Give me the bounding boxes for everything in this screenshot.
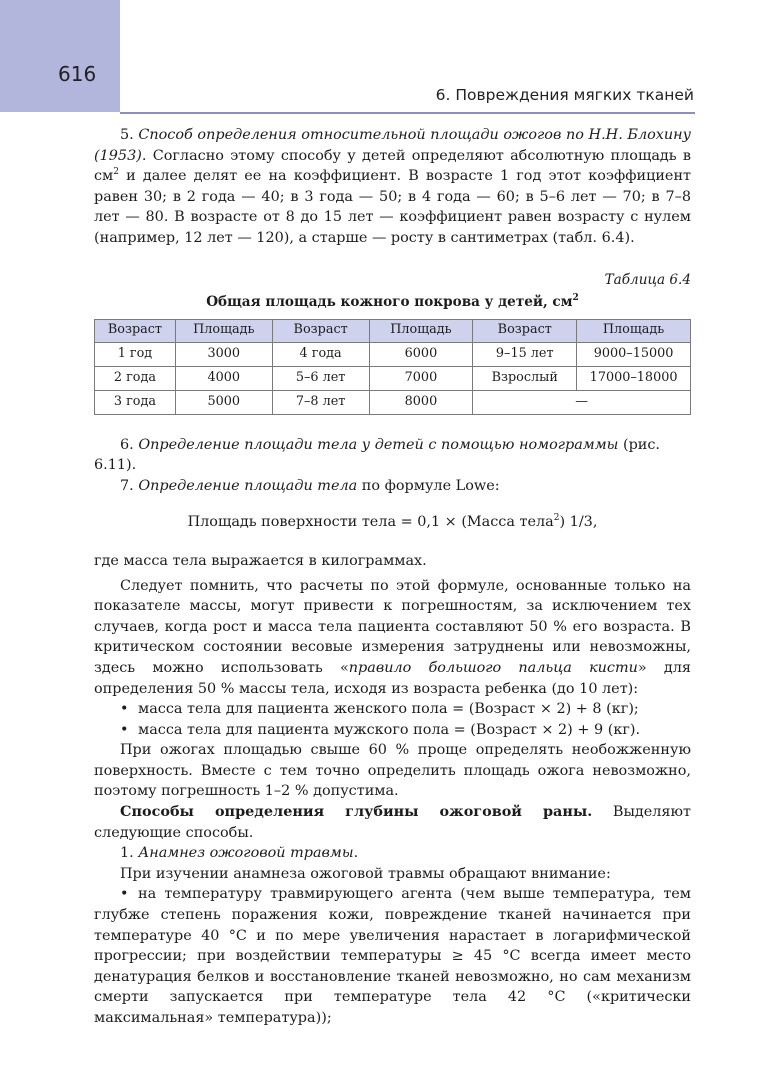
paragraph-text: . Согласно этому способу у детей определяют абсолютную площадь в см xyxy=(94,147,691,185)
paragraph-text: (рис. 6.11). xyxy=(94,436,661,474)
item-number: 7. xyxy=(120,477,139,494)
table-header-row xyxy=(95,319,691,342)
table-header-cell: Площадь xyxy=(369,319,473,342)
bullet-icon: • xyxy=(120,701,129,718)
bullet-item-male xyxy=(94,720,691,741)
item-number: 5. xyxy=(120,127,139,143)
table-cell: 8000 xyxy=(369,390,473,414)
table-cell: 4000 xyxy=(175,366,272,390)
table-cell: 9000–15000 xyxy=(577,342,691,366)
table-cell: 2 года xyxy=(95,366,176,390)
table-cell: 7000 xyxy=(369,366,473,390)
item-number: 6. xyxy=(120,436,139,453)
paragraph-anamnesis-item xyxy=(94,843,691,864)
paragraph-text: » для определения 50 % массы тела, исходя из возраста ребенка (до 10 лет): xyxy=(94,659,692,697)
table-header-cell: Возраст xyxy=(473,319,577,342)
paragraph-depth-methods xyxy=(94,802,691,843)
table-cell: 3 года xyxy=(95,390,176,414)
method-title: Определение площади тела у детей с помощью номограммы xyxy=(138,436,619,453)
running-title: 6. Повреждения мягких тканей xyxy=(435,86,694,104)
table-caption: Таблица 6.4 xyxy=(604,271,691,288)
table-cell: 5–6 лет xyxy=(272,366,369,390)
bullet-icon: • xyxy=(120,721,129,738)
table-title-text: Общая площадь кожного покрова у детей, см xyxy=(206,293,573,310)
table-row xyxy=(95,342,691,366)
bullet-text: масса тела для пациента мужского пола = (Возраст × 2) + 9 (кг). xyxy=(138,721,641,738)
table-cell: 9–15 лет xyxy=(473,342,577,366)
table-title xyxy=(94,293,691,311)
bullet-icon: • xyxy=(120,886,129,903)
table-header-cell: Площадь xyxy=(175,319,272,342)
formula-text: Площадь поверхности тела = 0,1 × (Масса тела xyxy=(187,514,554,531)
table-cell: 1 год xyxy=(95,342,176,366)
section-heading: Способы определения глубины ожоговой раны. xyxy=(120,803,593,821)
table-cell: 7–8 лет xyxy=(272,390,369,414)
bullet-text: масса тела для пациента женского пола = (Возраст × 2) + 8 (кг); xyxy=(138,701,639,718)
paragraph-text: . xyxy=(353,845,359,862)
table-cell: 17000–18000 xyxy=(577,366,691,390)
table-cell: 5000 xyxy=(175,390,272,414)
superscript: 2 xyxy=(572,292,579,303)
page-body xyxy=(94,125,691,1029)
skin-area-table xyxy=(94,319,691,415)
paragraph-blokhin-method xyxy=(94,125,691,249)
paragraph-warning xyxy=(94,576,691,700)
paragraph-text: по формуле Lowe: xyxy=(357,477,500,494)
item-number: 1. xyxy=(120,845,139,862)
superscript: 2 xyxy=(113,167,119,178)
paragraph-nomogram xyxy=(94,435,691,476)
table-cell: Взрослый xyxy=(473,366,577,390)
method-title: Анамнез ожоговой травмы xyxy=(138,845,354,862)
lowe-formula xyxy=(94,512,691,533)
formula-text: ) 1/3, xyxy=(559,514,598,531)
header-rule xyxy=(120,112,695,114)
paragraph-text: и далее делят ее на коэффициент. В возрасте 1 год этот коэффициент равен 30; в 2 года — 40; в 3 года — 50; в 4 года — 60; в 5–6 лет — 70; в 7–8 лет — 80. В возрасте от 8 до 15 лет — коэффициент равен возрасту с нулем (например, 12 лет — 120), а старше — росту в сантиметрах (табл. 6.4). xyxy=(94,168,691,246)
paragraph-formula-note: где масса тела выражается в килограммах. xyxy=(94,552,427,569)
table-row xyxy=(95,366,691,390)
method-title: Определение площади тела xyxy=(138,477,358,494)
paragraph-text: Выделяют следующие способы. xyxy=(94,804,691,841)
bullet-text: на температуру травмирующего агента (чем выше температура, тем глубже степень поражения кожи, повреждение тканей начинается при температуре 40 °С и по мере увеличения нарастает в логарифмической прогрессии; при воздействии температуры ≥ 45 °С всегда имеет место денатурация белков и восстановление тканей невозможно, но сам механизм смерти запускается при температуре тела 42 °С («критически максимальная» температура)); xyxy=(94,886,691,1026)
table-cell: 3000 xyxy=(175,342,272,366)
table-header-cell: Возраст xyxy=(95,319,176,342)
bullet-item-temperature xyxy=(94,884,691,1028)
bullet-item-female xyxy=(94,699,691,720)
paragraph-anamnesis: При изучении анамнеза ожоговой травмы обращают внимание: xyxy=(120,865,611,882)
page-number: 616 xyxy=(58,62,97,86)
table-header-cell: Площадь xyxy=(577,319,691,342)
table-cell: 6000 xyxy=(369,342,473,366)
superscript: 2 xyxy=(553,513,560,524)
table-cell-merged: — xyxy=(473,390,691,414)
table-row xyxy=(95,390,691,414)
paragraph-over-60: При ожогах площадью свыше 60 % проще определять необожженную поверхность. Вместе с тем точно определить площадь ожога невозможно, поэтому погрешность 1–2 % допустима. xyxy=(94,742,691,800)
paragraph-lowe xyxy=(94,476,691,497)
page-tab-background xyxy=(0,0,120,112)
method-title: Способ определения относительной площади ожогов по Н.Н. Блохину (1953) xyxy=(94,127,691,164)
rule-name: правило большого пальца кисти xyxy=(348,659,638,676)
table-header-cell: Возраст xyxy=(272,319,369,342)
paragraph-text: Следует помнить, что расчеты по этой формуле, основанные только на показателе массы, могут привести к погрешностям, за исключением тех случаев, когда рост и масса тела пациента составляют 50 % его возраста. В критическом состоянии весовые измерения затруднены или невозможны, здесь можно использовать « xyxy=(94,577,691,676)
table-cell: 4 года xyxy=(272,342,369,366)
